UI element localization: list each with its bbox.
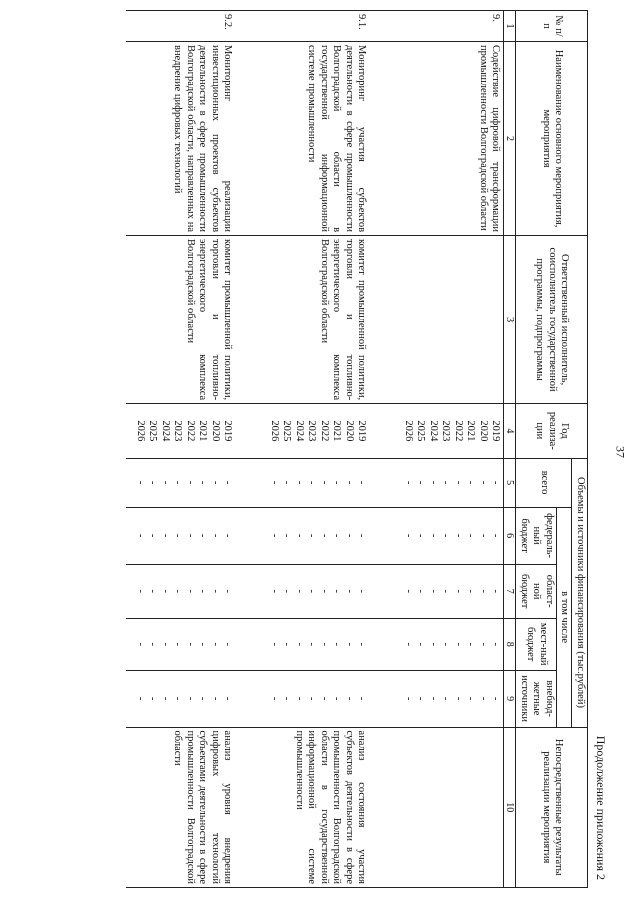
spacer-cell — [127, 727, 133, 887]
amount-value: - — [185, 480, 196, 485]
amount-total — [133, 458, 235, 507]
year-value: 2025 — [415, 420, 427, 442]
table-body — [127, 11, 505, 888]
amount-total — [267, 458, 369, 507]
year-value: 2025 — [147, 420, 159, 442]
amount-value: - — [440, 589, 452, 593]
year-value: 2022 — [453, 420, 464, 442]
amount-value: - — [210, 696, 221, 701]
year-value: 2020 — [478, 420, 489, 442]
amount-value: - — [222, 696, 234, 701]
amount-value: - — [222, 533, 234, 538]
amount-value: - — [147, 480, 159, 485]
row-name: Мониторинг участия субъектов деятельности в сфере промышленности Волгоградской области в государственной информационной системе промышленности — [267, 42, 369, 236]
amount-value: - — [294, 696, 305, 701]
col-number: 10 — [504, 727, 516, 887]
amount-regional — [133, 564, 235, 618]
amount-value: - — [319, 533, 330, 538]
spacer-cell — [127, 404, 133, 458]
header-num: № п/п — [516, 11, 588, 42]
row-result: анализ уровня внедрения цифровых технологий субъектами деятельности в сфере промышленности Волгоградской области — [133, 727, 235, 887]
amount-value: - — [172, 533, 184, 538]
amount-value: - — [172, 480, 184, 485]
amount-value: - — [269, 533, 280, 538]
amount-value: - — [478, 642, 489, 646]
amount-value: - — [356, 696, 368, 701]
row-spacer — [235, 11, 267, 888]
amount-value: - — [185, 589, 196, 593]
spacer-cell — [369, 618, 401, 670]
row-name: Мониторинг реализации инвестиционных проектов субъектов деятельности в сфере промышленности Волгоградской области, направленных на внедрение цифровых технологий — [133, 42, 235, 236]
row-years — [267, 404, 369, 458]
amount-value: - — [135, 589, 146, 593]
header-regional: област-ной бюджет — [516, 564, 557, 618]
spacer-cell — [369, 236, 401, 404]
amount-value: - — [478, 589, 489, 593]
amount-value: - — [197, 480, 209, 485]
header-federal: федераль-ный бюджет — [516, 507, 557, 564]
col-number: 8 — [504, 618, 516, 670]
amount-value: - — [222, 480, 234, 485]
amount-value: - — [440, 642, 452, 646]
amount-value: - — [306, 589, 318, 593]
spacer-cell — [235, 618, 267, 670]
amount-value: - — [344, 642, 355, 646]
amount-value: - — [281, 589, 293, 593]
amount-value: - — [294, 589, 305, 593]
spacer-cell — [127, 618, 133, 670]
amount-value: - — [306, 480, 318, 485]
amount-value: - — [415, 480, 427, 485]
amount-value: - — [147, 642, 159, 646]
amount-value: - — [135, 533, 146, 538]
amount-value: - — [453, 480, 464, 485]
spacer-cell — [369, 670, 401, 727]
year-value: 2025 — [281, 420, 293, 442]
year-value: 2024 — [160, 420, 171, 442]
year-value: 2023 — [440, 420, 452, 442]
amount-local — [401, 618, 505, 670]
spacer-cell — [235, 236, 267, 404]
amount-value: - — [210, 589, 221, 593]
year-value: 2021 — [331, 420, 343, 442]
amount-value: - — [331, 480, 343, 485]
spacer-cell — [369, 11, 401, 42]
amount-value: - — [269, 642, 280, 646]
spacer-cell — [127, 42, 133, 236]
amount-value: - — [331, 696, 343, 701]
amount-value: - — [478, 533, 489, 538]
amount-value: - — [222, 589, 234, 593]
amount-value: - — [453, 589, 464, 593]
row-executor — [401, 236, 505, 404]
row-number: 9.1. — [267, 11, 369, 42]
amount-value: - — [344, 480, 355, 485]
page-number: 37 — [613, 446, 628, 458]
amount-value: - — [331, 533, 343, 538]
row-spacer — [369, 11, 401, 888]
amount-value: - — [319, 696, 330, 701]
header-total: всего — [516, 458, 572, 507]
amount-value: - — [294, 480, 305, 485]
amount-value: - — [269, 589, 280, 593]
header-results: Непосредственные результаты реализации мероприятия — [516, 727, 588, 887]
amount-value: - — [478, 480, 489, 485]
year-value: 2021 — [197, 420, 209, 442]
amount-value: - — [160, 642, 171, 646]
rotated-table-sheet — [68, 10, 608, 890]
amount-value: - — [172, 642, 184, 646]
amount-value: - — [403, 533, 414, 538]
year-value: 2022 — [185, 420, 196, 442]
amount-value: - — [160, 533, 171, 538]
year-value: 2020 — [344, 420, 355, 442]
year-value: 2024 — [428, 420, 439, 442]
amount-value: - — [294, 642, 305, 646]
col-number: 6 — [504, 507, 516, 564]
amount-value: - — [147, 589, 159, 593]
table-row — [133, 11, 235, 888]
spacer-cell — [369, 42, 401, 236]
amount-value: - — [172, 696, 184, 701]
amount-value: - — [465, 589, 477, 593]
amount-extrabudget — [133, 670, 235, 727]
amount-value: - — [440, 480, 452, 485]
row-result — [401, 727, 505, 887]
year-value: 2020 — [210, 420, 221, 442]
amount-value: - — [465, 533, 477, 538]
amount-value: - — [147, 696, 159, 701]
amount-value: - — [490, 696, 502, 701]
spacer-cell — [235, 564, 267, 618]
amount-value: - — [453, 696, 464, 701]
amount-value: - — [344, 533, 355, 538]
amount-value: - — [428, 480, 439, 485]
col-number: 7 — [504, 564, 516, 618]
amount-value: - — [415, 642, 427, 646]
col-number: 5 — [504, 458, 516, 507]
amount-value: - — [306, 533, 318, 538]
year-value: 2023 — [172, 420, 184, 442]
header-year: Год реализа-ции — [516, 404, 588, 458]
amount-value: - — [306, 642, 318, 646]
amount-value: - — [135, 696, 146, 701]
program-table — [127, 10, 589, 888]
header-including: в том числе — [557, 507, 573, 727]
spacer-cell — [127, 564, 133, 618]
amount-value: - — [147, 533, 159, 538]
spacer-cell — [235, 11, 267, 42]
amount-value: - — [185, 696, 196, 701]
amount-value: - — [415, 696, 427, 701]
amount-value: - — [415, 533, 427, 538]
amount-value: - — [428, 589, 439, 593]
amount-value: - — [294, 533, 305, 538]
amount-value: - — [210, 642, 221, 646]
year-value: 2026 — [403, 420, 414, 442]
amount-value: - — [172, 589, 184, 593]
amount-regional — [267, 564, 369, 618]
amount-value: - — [135, 480, 146, 485]
year-value: 2023 — [306, 420, 318, 442]
amount-regional — [401, 564, 505, 618]
amount-value: - — [185, 533, 196, 538]
row-number: 9.2. — [133, 11, 235, 42]
amount-value: - — [465, 480, 477, 485]
amount-extrabudget — [401, 670, 505, 727]
amount-value: - — [160, 589, 171, 593]
year-value: 2021 — [465, 420, 477, 442]
amount-federal — [401, 507, 505, 564]
spacer-cell — [127, 670, 133, 727]
amount-value: - — [490, 589, 502, 593]
spacer-cell — [235, 404, 267, 458]
amount-value: - — [210, 533, 221, 538]
spacer-cell — [235, 727, 267, 887]
amount-value: - — [269, 480, 280, 485]
amount-value: - — [403, 696, 414, 701]
table-row — [267, 11, 369, 888]
spacer-cell — [127, 507, 133, 564]
amount-local — [267, 618, 369, 670]
year-value: 2026 — [269, 420, 280, 442]
spacer-cell — [127, 11, 133, 42]
spacer-cell — [235, 507, 267, 564]
amount-value: - — [197, 642, 209, 646]
spacer-cell — [235, 458, 267, 507]
spacer-cell — [127, 236, 133, 404]
amount-value: - — [428, 696, 439, 701]
amount-local — [133, 618, 235, 670]
header-financing: Объемы и источники финансирования (тыс.рублей) — [572, 458, 588, 727]
year-value: 2024 — [294, 420, 305, 442]
row-years — [401, 404, 505, 458]
spacer-cell — [127, 458, 133, 507]
amount-value: - — [197, 589, 209, 593]
amount-value: - — [490, 533, 502, 538]
amount-value: - — [403, 480, 414, 485]
amount-total — [401, 458, 505, 507]
amount-value: - — [344, 696, 355, 701]
amount-value: - — [453, 533, 464, 538]
col-number: 3 — [504, 236, 516, 404]
spacer-cell — [369, 404, 401, 458]
amount-value: - — [453, 642, 464, 646]
amount-value: - — [331, 589, 343, 593]
year-value: 2019 — [222, 420, 234, 442]
amount-value: - — [160, 480, 171, 485]
amount-value: - — [210, 480, 221, 485]
amount-value: - — [356, 533, 368, 538]
amount-value: - — [306, 696, 318, 701]
spacer-cell — [369, 564, 401, 618]
amount-value: - — [281, 642, 293, 646]
amount-federal — [267, 507, 369, 564]
header-executor: Ответственный исполнитель, соисполнитель государственной программы, подпрограммы — [516, 236, 588, 404]
amount-value: - — [319, 589, 330, 593]
year-value: 2019 — [490, 420, 502, 442]
col-number: 1 — [504, 11, 516, 42]
amount-extrabudget — [267, 670, 369, 727]
amount-value: - — [160, 696, 171, 701]
amount-value: - — [490, 642, 502, 646]
row-executor: комитет промышленной политики, торговли и топливно-энергетического комплекса Волгоградской области — [133, 236, 235, 404]
year-value: 2019 — [356, 420, 368, 442]
amount-value: - — [281, 480, 293, 485]
row-result: анализ состояния участия субъектов деятельности в сфере промышленности Волгоградской области в государственной информационной системе промышленности — [267, 727, 369, 887]
amount-value: - — [428, 642, 439, 646]
col-number: 4 — [504, 404, 516, 458]
amount-value: - — [440, 533, 452, 538]
amount-value: - — [490, 480, 502, 485]
spacer-cell — [369, 458, 401, 507]
amount-value: - — [465, 696, 477, 701]
row-spacer — [127, 11, 133, 888]
header-local: мест-ный бюджет — [516, 618, 557, 670]
amount-value: - — [415, 589, 427, 593]
amount-value: - — [135, 642, 146, 646]
row-name: Содействие цифровой трансформации промышленности Волгоградской области — [401, 42, 505, 236]
col-number: 9 — [504, 670, 516, 727]
amount-value: - — [356, 589, 368, 593]
amount-federal — [133, 507, 235, 564]
row-years — [133, 404, 235, 458]
spacer-cell — [369, 507, 401, 564]
amount-value: - — [428, 533, 439, 538]
row-executor: комитет промышленной политики, торговли и топливно-энергетического комплекса Волгоградской области — [267, 236, 369, 404]
header-extrabudget: внебюд-жетные источники — [516, 670, 557, 727]
amount-value: - — [465, 642, 477, 646]
spacer-cell — [369, 727, 401, 887]
amount-value: - — [269, 696, 280, 701]
amount-value: - — [222, 642, 234, 646]
amount-value: - — [331, 642, 343, 646]
amount-value: - — [319, 480, 330, 485]
amount-value: - — [344, 589, 355, 593]
header-name: Наименование основного мероприятия, мероприятия — [516, 42, 588, 236]
amount-value: - — [356, 480, 368, 485]
amount-value: - — [403, 589, 414, 593]
year-value: 2026 — [135, 420, 146, 442]
year-value: 2022 — [319, 420, 330, 442]
amount-value: - — [440, 696, 452, 701]
appendix-caption: Продолжение приложения 2 — [594, 735, 608, 880]
amount-value: - — [281, 533, 293, 538]
amount-value: - — [185, 642, 196, 646]
amount-value: - — [478, 696, 489, 701]
amount-value: - — [319, 642, 330, 646]
row-number: 9. — [401, 11, 505, 42]
table-row — [401, 11, 505, 888]
amount-value: - — [403, 642, 414, 646]
amount-value: - — [356, 642, 368, 646]
amount-value: - — [281, 696, 293, 701]
amount-value: - — [197, 533, 209, 538]
spacer-cell — [235, 42, 267, 236]
col-number: 2 — [504, 42, 516, 236]
spacer-cell — [235, 670, 267, 727]
amount-value: - — [197, 696, 209, 701]
